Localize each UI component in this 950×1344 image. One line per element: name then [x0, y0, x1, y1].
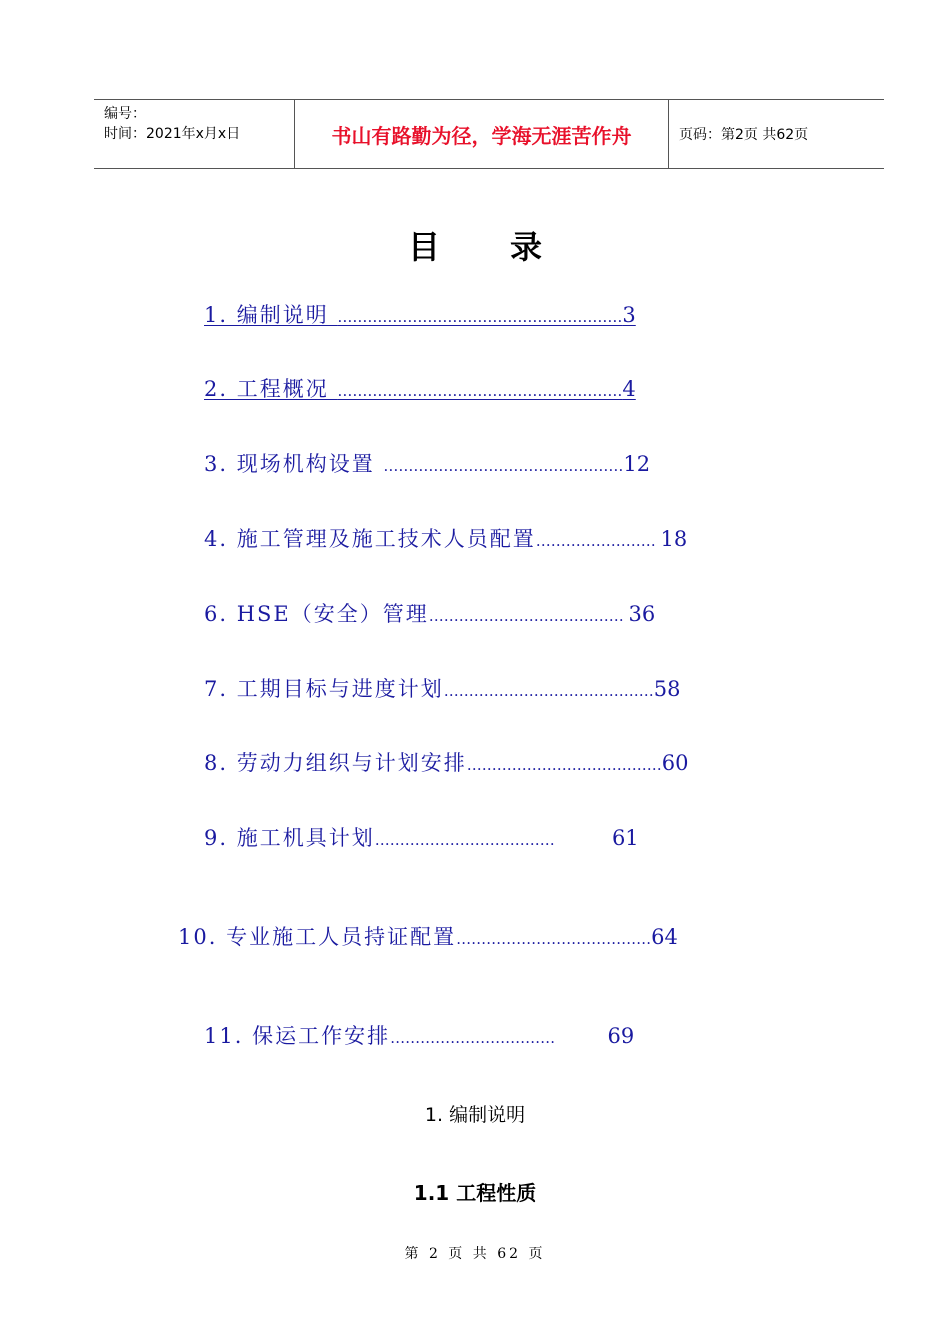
toc-item-label: 8. 劳动力组织与计划安排: [204, 751, 467, 775]
toc-item-4[interactable]: [204, 525, 687, 555]
toc-item-10[interactable]: [178, 923, 678, 953]
toc-item-label: 6. HSE（安全）管理: [204, 602, 429, 626]
toc-item-leader: …………………………………: [466, 756, 662, 774]
toc-item-label: 9. 施工机具计划: [204, 826, 375, 850]
toc-item-leader: …………………………………: [456, 930, 652, 948]
toc-item-1[interactable]: [204, 301, 636, 331]
toc-item-label: 1. 编制说明: [204, 303, 338, 327]
header-meta: [94, 100, 295, 168]
toc-item-page: 69: [607, 1024, 635, 1048]
toc-title: 目录: [407, 228, 612, 266]
page-footer: 第 2 页 共 62 页: [404, 1246, 546, 1262]
toc-item-page: 58: [653, 677, 681, 701]
toc-item-leader: …………………………………………: [383, 457, 624, 475]
toc-item-page: 36: [628, 602, 656, 626]
toc-item-7[interactable]: [204, 675, 680, 705]
toc-item-leader: ……………………………: [390, 1029, 608, 1047]
toc-item-page: 4: [622, 377, 636, 401]
header-page-info: 页码：第2页 共62页: [679, 127, 809, 143]
toc-item-leader: ……………………: [535, 532, 661, 550]
toc-item-page: 61: [611, 826, 639, 850]
page-header: [94, 99, 884, 169]
toc-item-page: 12: [623, 452, 651, 476]
header-number-label: 编号：: [104, 106, 146, 122]
toc-item-leader: …………………………………: [428, 607, 629, 625]
header-motto: 书山有路勤为径，学海无涯苦作舟: [295, 100, 669, 168]
toc-item-leader: ………………………………: [374, 831, 612, 849]
toc-item-label: 7. 工期目标与进度计划: [204, 677, 444, 701]
section-title-1-1: 1.1 工程性质: [413, 1181, 537, 1205]
toc-item-2[interactable]: [204, 375, 636, 405]
toc-item-page: 18: [660, 527, 688, 551]
toc-item-8[interactable]: [204, 749, 688, 779]
toc-item-label: 3. 现场机构设置: [204, 452, 384, 476]
toc-item-6[interactable]: [204, 600, 655, 630]
toc-item-3[interactable]: [204, 450, 650, 480]
toc-item-label: 4. 施工管理及施工技术人员配置: [204, 527, 536, 551]
header-time-label: 时间：2021年x月x日: [104, 126, 241, 142]
section-title-1: 1. 编制说明: [424, 1104, 526, 1126]
toc-item-leader: ……………………………………: [443, 682, 654, 700]
toc-item-label: 11. 保运工作安排: [204, 1024, 391, 1048]
toc-item-9[interactable]: [204, 824, 639, 854]
toc-item-11[interactable]: [204, 1022, 634, 1052]
toc-item-page: 60: [661, 751, 689, 775]
toc-item-label: 2. 工程概况: [204, 377, 338, 401]
toc-item-page: 64: [651, 925, 678, 949]
toc-item-page: 3: [622, 303, 636, 327]
toc-item-leader: …………………………………………………: [337, 382, 623, 400]
toc-item-label: 10. 专业施工人员持证配置: [178, 925, 457, 949]
toc-item-leader: …………………………………………………: [337, 308, 623, 326]
